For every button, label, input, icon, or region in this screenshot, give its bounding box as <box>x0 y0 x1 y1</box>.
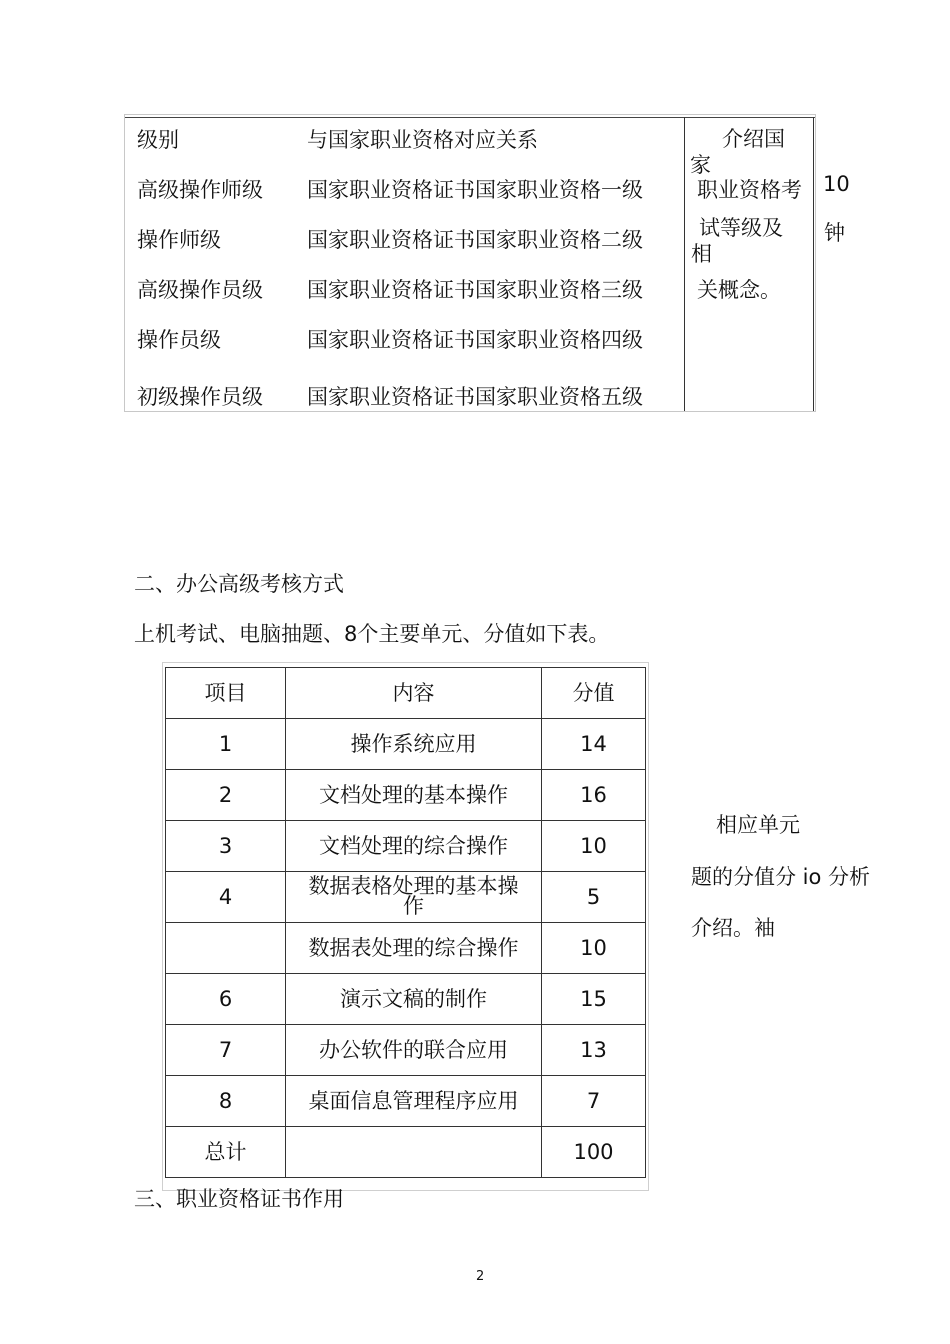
level-cell: 操作员级 <box>137 328 221 352</box>
side-note-line: 关概念。 <box>697 278 781 302</box>
relation-header: 与国家职业资格对应关系 <box>307 128 538 152</box>
table-row <box>166 1025 646 1076</box>
level-table-top-border <box>124 114 816 115</box>
total-score: 100 <box>542 1127 646 1178</box>
item-cell: 6 <box>166 974 286 1025</box>
item-cell <box>166 923 286 974</box>
table-row <box>166 923 646 974</box>
page-number: 2 <box>476 1269 485 1284</box>
content-cell <box>286 872 542 923</box>
side-note-line: 介绍。袖 <box>691 916 775 940</box>
score-cell: 10 <box>542 923 646 974</box>
score-cell: 16 <box>542 770 646 821</box>
table-row <box>166 821 646 872</box>
total-content <box>286 1127 542 1178</box>
content-cell: 桌面信息管理程序应用 <box>286 1076 542 1127</box>
relation-cell: 国家职业资格证书国家职业资格四级 <box>307 328 643 352</box>
table-row <box>166 974 646 1025</box>
time-value: 10 <box>823 172 850 196</box>
side-note-line: 家 <box>690 153 711 177</box>
table-total-row <box>166 1127 646 1178</box>
score-cell: 5 <box>542 872 646 923</box>
score-cell: 15 <box>542 974 646 1025</box>
item-cell: 1 <box>166 719 286 770</box>
score-table <box>165 667 646 1178</box>
section2-intro: 上机考试、电脑抽题、8个主要单元、分值如下表。 <box>134 622 610 646</box>
table-row <box>166 719 646 770</box>
section3-heading: 三、职业资格证书作用 <box>134 1187 344 1211</box>
content-cell: 数据表处理的综合操作 <box>286 923 542 974</box>
level-table-left-border <box>124 114 125 412</box>
level-cell: 高级操作员级 <box>137 278 263 302</box>
content-cell: 文档处理的综合操作 <box>286 821 542 872</box>
section2-heading: 二、办公高级考核方式 <box>134 572 344 596</box>
table-row <box>166 770 646 821</box>
header-item: 项目 <box>166 668 286 719</box>
item-cell: 2 <box>166 770 286 821</box>
side-note-line: 题的分值分 io 分析 <box>691 865 871 889</box>
relation-cell: 国家职业资格证书国家职业资格五级 <box>307 385 643 409</box>
side-note-line: 职业资格考 <box>697 178 802 202</box>
score-cell: 13 <box>542 1025 646 1076</box>
content-cell: 文档处理的基本操作 <box>286 770 542 821</box>
level-cell: 高级操作师级 <box>137 178 263 202</box>
time-unit: 钟 <box>824 221 845 245</box>
content-cell: 演示文稿的制作 <box>286 974 542 1025</box>
relation-cell: 国家职业资格证书国家职业资格二级 <box>307 228 643 252</box>
header-score: 分值 <box>542 668 646 719</box>
side-note-line: 相应单元 <box>716 813 800 837</box>
table-row <box>166 1076 646 1127</box>
level-table-divider <box>684 117 685 411</box>
item-cell: 3 <box>166 821 286 872</box>
level-table-divider-right <box>813 117 814 411</box>
side-note-line: 试等级及 <box>699 216 783 240</box>
level-header: 级别 <box>137 128 179 152</box>
level-table-top-border-inner <box>124 117 816 118</box>
side-note-line: 介绍国 <box>722 127 785 151</box>
level-cell: 操作师级 <box>137 228 221 252</box>
total-label: 总计 <box>166 1127 286 1178</box>
level-table-right-border <box>815 114 816 412</box>
score-cell: 10 <box>542 821 646 872</box>
score-cell: 7 <box>542 1076 646 1127</box>
content-cell: 操作系统应用 <box>286 719 542 770</box>
score-cell: 14 <box>542 719 646 770</box>
level-table-bottom-border <box>124 411 816 412</box>
table-header-row <box>166 668 646 719</box>
level-cell: 初级操作员级 <box>137 385 263 409</box>
item-cell: 8 <box>166 1076 286 1127</box>
relation-cell: 国家职业资格证书国家职业资格一级 <box>307 178 643 202</box>
content-cell: 办公软件的联合应用 <box>286 1025 542 1076</box>
relation-cell: 国家职业资格证书国家职业资格三级 <box>307 278 643 302</box>
item-cell: 4 <box>166 872 286 923</box>
table-row <box>166 872 646 923</box>
header-content: 内容 <box>286 668 542 719</box>
content-line: 数据表格处理的基本操 <box>308 874 519 899</box>
item-cell: 7 <box>166 1025 286 1076</box>
side-note-line: 相 <box>691 242 712 266</box>
content-line: 作 <box>403 894 424 918</box>
